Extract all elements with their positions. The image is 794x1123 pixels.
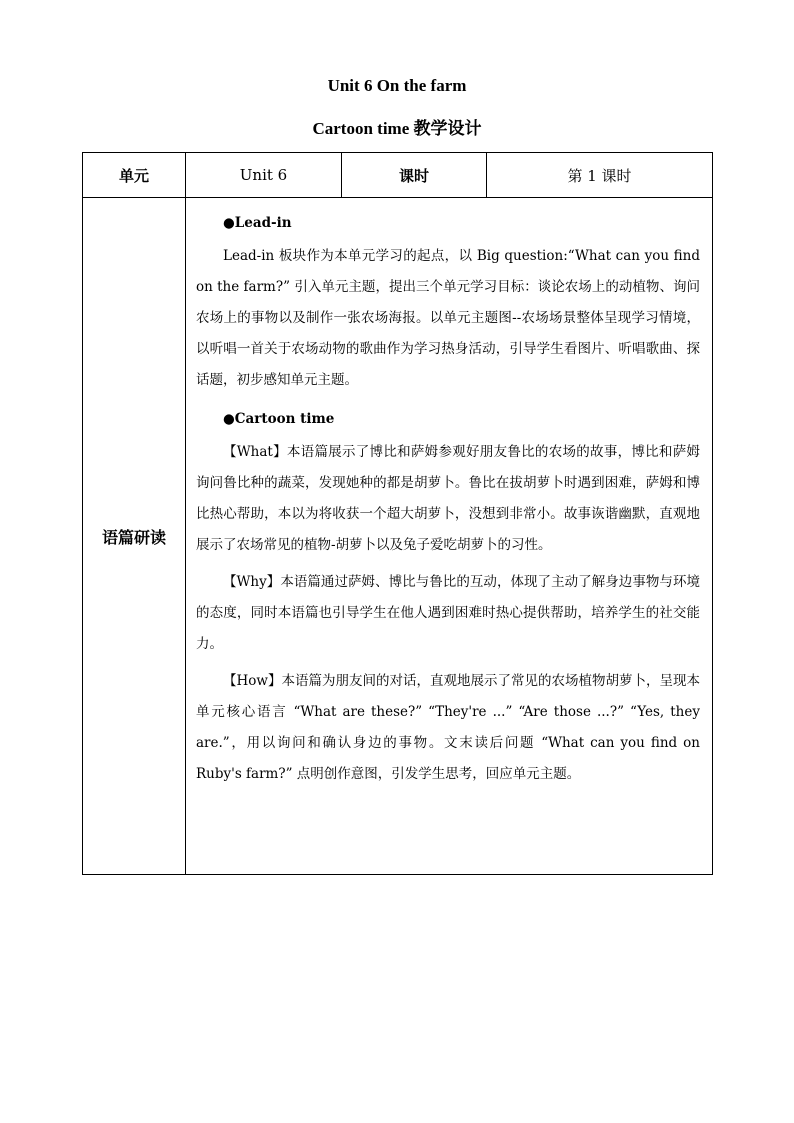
document-subtitle: Cartoon time 教学设计 [312, 119, 482, 138]
text-analysis-content [186, 198, 713, 875]
leadin-heading: ●Lead-in [223, 215, 292, 231]
lesson-plan-table [82, 152, 713, 875]
text-analysis-label: 语篇研读 [83, 198, 186, 875]
period-label-cell: 课时 [342, 153, 487, 198]
period-value-cell: 第 1 课时 [487, 153, 713, 198]
header-row [83, 153, 713, 198]
how-paragraph: 【How】本语篇为朋友间的对话，直观地展示了常见的农场植物胡萝卜，呈现本单元核心语言 “What are these?” “They're ...” “Are those ...?” “Yes, they are.”，用以询问和确认身边的事物。文末读后问题 “What can you find on Ruby's farm?” 点明创作意图，引发学生思考，回应单元主题。 [196, 673, 700, 782]
content-row [83, 198, 713, 875]
unit-value-cell: Unit 6 [186, 153, 342, 198]
why-paragraph: 【Why】本语篇通过萨姆、博比与鲁比的互动，体现了主动了解身边事物与环境的态度，同时本语篇也引导学生在他人遇到困难时热心提供帮助，培养学生的社交能力。 [196, 574, 700, 652]
what-paragraph: 【What】本语篇展示了博比和萨姆参观好朋友鲁比的农场的故事，博比和萨姆询问鲁比种的蔬菜，发现她种的都是胡萝卜。鲁比在拔胡萝卜时遇到困难，萨姆和博比热心帮助，本以为将收获一个超大胡萝卜，没想到非常小。故事诙谐幽默，直观地展示了农场常见的植物-胡萝卜以及兔子爱吃胡萝卜的习性。 [196, 444, 700, 553]
leadin-paragraph: Lead-in 板块作为本单元学习的起点，以 Big question:“What can you find on the farm?” 引入单元主题，提出三个单元学习目标：谈论农场上的动植物、询问农场上的事物以及制作一张农场海报。以单元主题图--农场场景整体呈现学习情境，以听唱一首关于农场动物的歌曲作为学习热身活动，引导学生看图片、听唱歌曲、探话题，初步感知单元主题。 [196, 248, 700, 388]
unit-label-cell: 单元 [83, 153, 186, 198]
cartoon-heading: ●Cartoon time [223, 411, 335, 427]
document-title: Unit 6 On the farm [327, 76, 467, 95]
